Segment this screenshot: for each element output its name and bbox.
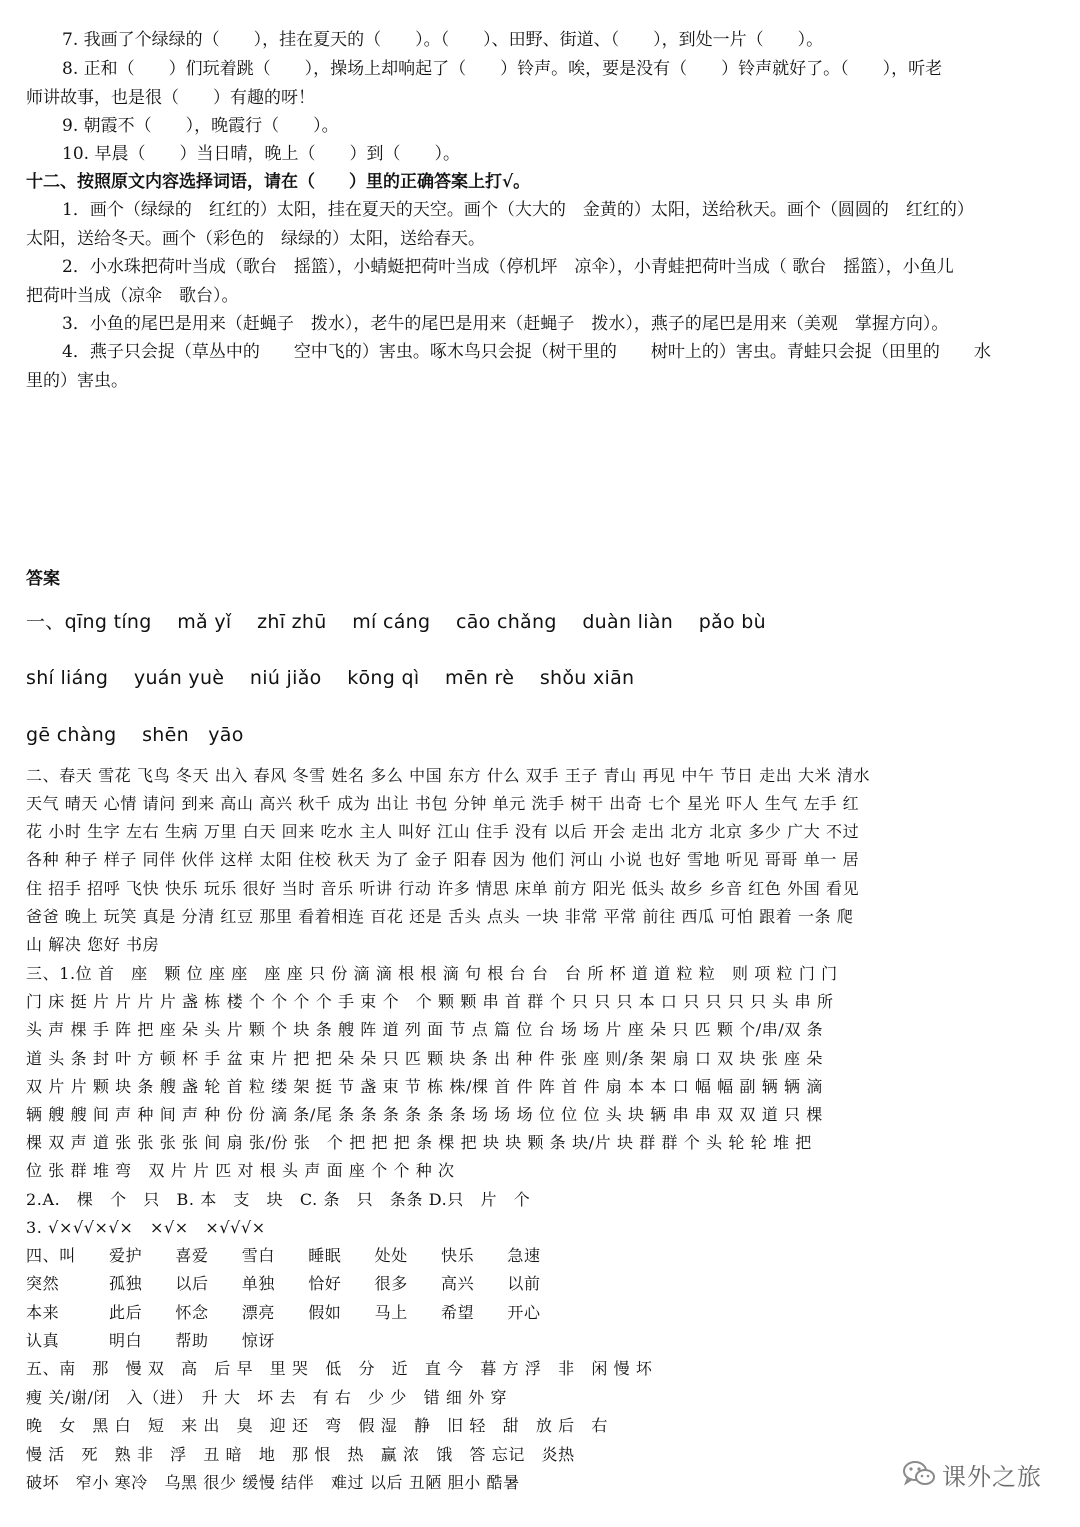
answer-section-5-line-4: 慢 活 死 熟 非 浮 丑 暗 地 那 恨 热 赢 浓 饿 答 忘记 炎热 [26, 1445, 575, 1464]
answer-section-3-line-6: 辆 艘 艘 间 声 种 间 声 种 份 份 滴 条/尾 条 条 条 条 条 条 场 场 场 位 位 位 头 块 辆 串 串 双 双 道 只 棵 [26, 1105, 823, 1124]
section-12-item-4-line-2: 里的）害虫。 [26, 371, 128, 391]
answer-section-2-line-5: 住 招手 招呼 飞快 快乐 玩乐 很好 当时 音乐 听讲 行动 许多 情思 床单 前方 阳光 低头 故乡 乡音 红色 外国 看见 [26, 879, 860, 898]
answer-section-5-line-3: 晚 女 黑 白 短 来 出 臭 迎 还 弯 假 湿 静 旧 轻 甜 放 后 右 [26, 1416, 608, 1435]
answer-section-5-line-1: 五、南 那 慢 双 高 后 早 里 哭 低 分 近 直 今 暮 方 浮 非 闲 慢 坏 [26, 1359, 653, 1378]
watermark-text: 课外之旅 [942, 1462, 1042, 1491]
question-9: 9. 朝霞不（ ），晚霞行（ ）。 [62, 116, 339, 136]
answer-section-2-line-1: 二、春天 雪花 飞鸟 冬天 出入 春风 冬雪 姓名 多么 中国 东方 什么 双手 王子 青山 再见 中午 节日 走出 大米 清水 [26, 766, 871, 785]
answer-section-4-line-2: 突然 孤独 以后 单独 恰好 很多 高兴 以前 [26, 1274, 541, 1293]
answer-section-3-line-4: 道 头 条 封 叶 方 顿 杯 手 盆 束 片 把 把 朵 朵 只 匹 颗 块 条 出 种 件 张 座 则/条 架 扇 口 双 块 张 座 朵 [26, 1049, 823, 1068]
answer-section-2-line-7: 山 解决 您好 书房 [26, 935, 160, 954]
answer-section-4-line-1: 四、叫 爱护 喜爱 雪白 睡眠 处处 快乐 急速 [26, 1246, 541, 1265]
question-7: 7. 我画了个绿绿的（ ），挂在夏天的（ ）。（ ）、田野、街道、（ ），到处一片（ ）。 [62, 30, 824, 50]
answer-section-3-line-3: 头 声 棵 手 阵 把 座 朵 头 片 颗 个 块 条 艘 阵 道 列 面 节 点 篇 位 台 场 场 片 座 朵 只 匹 颗 个/串/双 条 [26, 1020, 824, 1039]
question-8-line-1: 8. 正和（ ）们玩着跳（ ），操场上却响起了（ ）铃声。唉，要是没有（ ）铃声就好了。（ ），听老 [62, 59, 943, 79]
question-10: 10. 早晨（ ）当日晴，晚上（ ）到（ ）。 [62, 144, 460, 164]
answer-pinyin-line-1: 一、qīng tíng mǎ yǐ zhī zhū mí cáng cāo chǎng duàn liàn pǎo bù [26, 611, 766, 633]
section-12-title: 十二、按照原文内容选择词语，请在（ ）里的正确答案上打√。 [26, 172, 531, 192]
answer-section-2-line-6: 爸爸 晚上 玩笑 真是 分清 红豆 那里 看着相连 百花 还是 舌头 点头 一块 非常 平常 前往 西瓜 可怕 跟着 一条 爬 [26, 907, 854, 926]
section-12-item-4-line-1: 4．燕子只会捉（草丛中的 空中飞的）害虫。啄木鸟只会捉（树干里的 树叶上的）害虫。青蛙只会捉（田里的 水 [62, 342, 991, 362]
answer-section-3-part-3: 3. √×√√×√× ×√× ×√√√× [26, 1218, 266, 1237]
answer-section-3-line-8: 位 张 群 堆 弯 双 片 片 匹 对 根 头 声 面 座 个 个 种 次 [26, 1161, 455, 1180]
answer-section-2-line-3: 花 小时 生字 左右 生病 万里 白天 回来 吃水 主人 叫好 江山 住手 没有 以后 开会 走出 北方 北京 多少 广大 不过 [26, 822, 860, 841]
question-8-line-2: 师讲故事，也是很（ ）有趣的呀！ [26, 88, 315, 108]
answer-section-3-line-1: 三、1.位 首 座 颗 位 座 座 座 座 只 份 滴 滴 根 根 滴 句 根 台 台 台 所 杯 道 道 粒 粒 则 项 粒 门 门 [26, 964, 838, 983]
wechat-icon [902, 1460, 936, 1488]
answer-section-5-line-5: 破坏 窄小 寒冷 乌黑 很少 缓慢 结伴 难过 以后 丑陋 胆小 酷暑 [26, 1473, 520, 1492]
answer-section-2-line-2: 天气 晴天 心情 请问 到来 高山 高兴 秋千 成为 出让 书包 分钟 单元 洗手 树干 出奇 七个 星光 吓人 生气 左手 红 [26, 794, 860, 813]
answer-section-3-line-5: 双 片 片 颗 块 条 艘 盏 轮 首 粒 缕 架 挺 节 盏 束 节 栋 株/棵 首 件 阵 首 件 扇 本 本 口 幅 幅 副 辆 辆 滴 [26, 1077, 823, 1096]
answer-section-3-part-2: 2.A. 棵 个 只 B. 本 支 块 C. 条 只 条条 D.只 片 个 [26, 1190, 531, 1209]
section-12-item-3: 3．小鱼的尾巴是用来（赶蝇子 拨水），老牛的尾巴是用来（赶蝇子 拨水），燕子的尾巴是用来（美观 掌握方向）。 [62, 314, 949, 334]
answer-pinyin-line-3: gē chàng shēn yāo [26, 724, 244, 746]
answer-section-2-line-4: 各种 种子 样子 同伴 伙伴 这样 太阳 住校 秋天 为了 金子 阳春 因为 他们 河山 小说 也好 雪地 听见 哥哥 单一 居 [26, 850, 860, 869]
answer-section-4-line-3: 本来 此后 怀念 漂亮 假如 马上 希望 开心 [26, 1303, 541, 1322]
answer-section-3-line-2: 门 床 挺 片 片 片 片 盏 栋 楼 个 个 个 个 手 束 个 个 颗 颗 串 首 群 个 只 只 只 本 口 只 只 只 只 头 串 所 [26, 992, 834, 1011]
section-12-item-2-line-2: 把荷叶当成（凉伞 歌台）。 [26, 286, 239, 306]
section-12-item-1-line-1: 1．画个（绿绿的 红红的）太阳，挂在夏天的天空。画个（大大的 金黄的）太阳，送给秋天。画个（圆圆的 红红的） [62, 200, 974, 220]
answers-title: 答案 [26, 569, 60, 589]
answer-pinyin-line-2: shí liáng yuán yuè niú jiǎo kōng qì mēn rè shǒu xiān [26, 667, 635, 689]
section-12-item-1-line-2: 太阳，送给冬天。画个（彩色的 绿绿的）太阳，送给春天。 [26, 229, 485, 249]
answer-section-4-line-4: 认真 明白 帮助 惊讶 [26, 1331, 276, 1350]
answer-section-5-line-2: 瘦 关/谢/闭 入（进） 升 大 坏 去 有 右 少 少 错 细 外 穿 [26, 1388, 508, 1407]
watermark [902, 1456, 1062, 1492]
section-12-item-2-line-1: 2．小水珠把荷叶当成（歌台 摇篮），小蜻蜓把荷叶当成（停机坪 凉伞），小青蛙把荷叶当成（ 歌台 摇篮），小鱼儿 [62, 257, 954, 277]
answer-section-3-line-7: 棵 双 声 道 张 张 张 张 间 扇 张/份 张 个 把 把 把 条 棵 把 块 块 颗 条 块/片 块 群 群 个 头 轮 轮 堆 把 [26, 1133, 812, 1152]
